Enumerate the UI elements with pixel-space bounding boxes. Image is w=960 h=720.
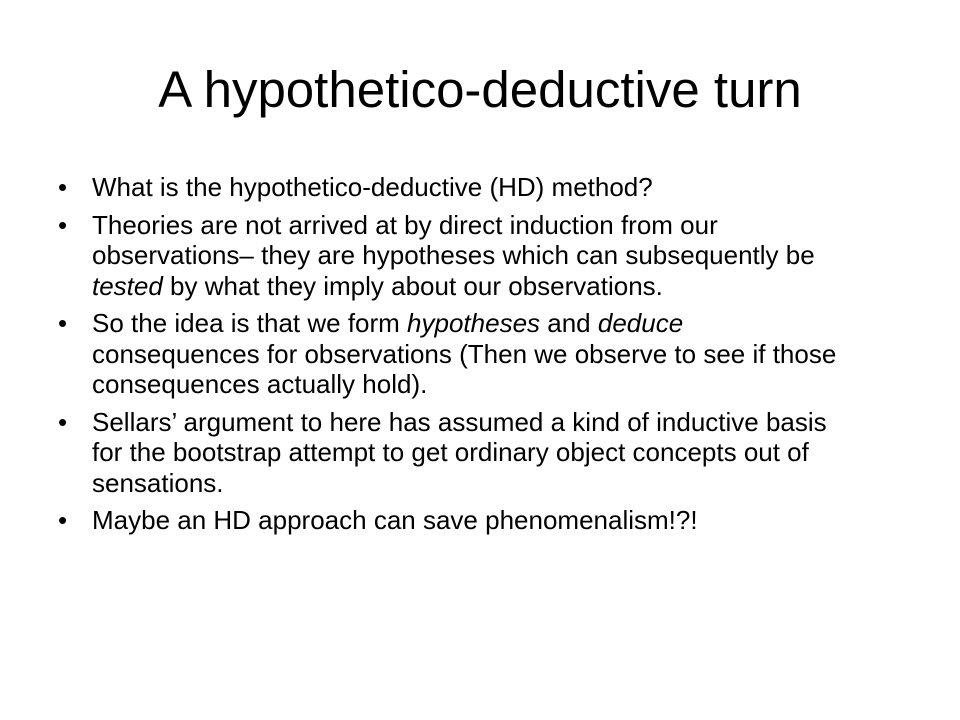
- bullet-text: by what they imply about our observations.: [162, 270, 663, 301]
- bullet-item: [58, 172, 858, 203]
- bullet-marker: •: [58, 406, 68, 437]
- bullet-item: [58, 210, 858, 302]
- bullet-text: Theories are not arrived at by direct induction from our observations– they are hypotheses which can subsequently be: [92, 209, 815, 270]
- bullet-item: [58, 505, 858, 536]
- bullet-text: What is the hypothetico-deductive (HD) method?: [92, 172, 653, 202]
- emphasized-text: hypotheses: [407, 308, 541, 338]
- emphasized-text: deduce: [597, 308, 684, 338]
- bullet-marker: •: [58, 505, 68, 535]
- emphasized-text: tested: [92, 270, 163, 301]
- bullet-text: and: [540, 308, 598, 338]
- bullet-marker: •: [58, 308, 68, 338]
- slide-title: A hypothetico-deductive turn: [158, 61, 802, 118]
- bullet-text: So the idea is that we form: [92, 308, 408, 338]
- bullet-marker: •: [58, 172, 68, 202]
- bullet-text: consequences for observations (Then we observe to see if those consequences actually hold).: [92, 338, 837, 399]
- bullet-item: [58, 308, 858, 400]
- bullet-text: Maybe an HD approach can save phenomenalism!?!: [92, 505, 698, 535]
- bullet-list: [58, 172, 858, 543]
- bullet-text: Sellars’ argument to here has assumed a kind of inductive basis for the bootstrap attempt to get ordinary object concepts out of sensations.: [92, 406, 827, 498]
- bullet-item: [58, 407, 858, 499]
- bullet-marker: •: [58, 209, 68, 240]
